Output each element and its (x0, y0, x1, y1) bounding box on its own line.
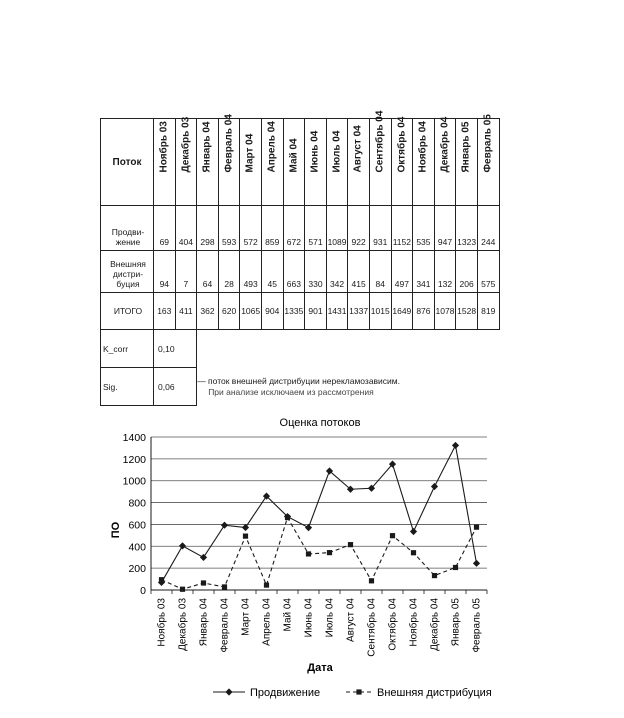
month-header-label: Декабрь 04 (439, 116, 451, 172)
data-point (305, 524, 312, 531)
x-tick-label: Июнь 04 (303, 598, 315, 638)
table-cell: 672 (283, 206, 305, 251)
data-point (474, 525, 479, 530)
table-cell: 819 (477, 293, 499, 330)
data-point (242, 524, 249, 531)
x-axis-label: Дата (307, 662, 333, 674)
month-header (413, 119, 435, 206)
month-header (175, 116, 197, 206)
y-tick-label: 400 (128, 541, 146, 554)
month-header (240, 119, 262, 206)
table-cell: 1078 (434, 293, 456, 330)
data-point (453, 565, 458, 570)
month-header-label: Ноябрь 03 (158, 120, 170, 172)
month-header-label: Февраль 05 (482, 113, 494, 172)
table-cell: 575 (477, 251, 499, 293)
table-cell: 571 (305, 206, 327, 251)
data-point (348, 542, 353, 547)
row-label-line: Внешняя (110, 259, 146, 269)
table-cell: 663 (283, 251, 305, 293)
data-point (222, 584, 227, 589)
table-cell: 922 (348, 206, 370, 251)
month-header-label: Сентябрь 04 (374, 110, 386, 172)
month-header-label: Декабрь 03 (180, 116, 192, 172)
kcorr-label: K_corr (101, 330, 154, 368)
table-cell: 901 (305, 293, 327, 330)
month-header (326, 119, 348, 206)
y-tick-label: 1200 (122, 453, 146, 466)
data-point (201, 580, 206, 585)
header-label: Поток (101, 119, 154, 206)
x-tick-label: Январь 04 (198, 598, 210, 647)
flow-table (100, 110, 500, 406)
month-header-label: Ноябрь 04 (417, 120, 429, 172)
table-cell: 1528 (456, 293, 478, 330)
legend-label: Продвижение (250, 687, 321, 699)
table-cell: 535 (413, 206, 435, 251)
table-cell: 362 (197, 293, 219, 330)
row-external-distribution (101, 251, 500, 293)
chart-series (158, 442, 480, 592)
month-header-label: Январь 05 (460, 121, 472, 172)
row-label-line: жение (115, 237, 141, 247)
table-cell: 876 (413, 293, 435, 330)
data-point (327, 550, 332, 555)
data-point (473, 560, 480, 567)
row-total (101, 293, 500, 330)
y-tick-label: 0 (140, 585, 146, 597)
x-tick-label: Март 04 (240, 598, 252, 636)
x-tick-label: Ноябрь 04 (408, 598, 420, 647)
table-cell: 1337 (348, 293, 370, 330)
row-label-total (101, 293, 154, 330)
sig-note (197, 368, 499, 406)
kcorr-empty (197, 330, 499, 368)
table-cell: 572 (240, 206, 262, 251)
data-point (243, 534, 248, 539)
x-tick-label: Февраль 05 (471, 598, 483, 653)
month-header (154, 119, 176, 206)
row-label-line: дистри- (112, 269, 144, 279)
series-line (162, 445, 477, 582)
data-point (221, 522, 228, 529)
month-header-label: Июль 04 (331, 130, 343, 172)
data-point (180, 587, 185, 592)
table-cell: 45 (261, 251, 283, 293)
month-header-label: Апрель 04 (266, 120, 278, 172)
x-tick-label: Апрель 04 (261, 598, 273, 646)
data-point (411, 550, 416, 555)
table-cell: 415 (348, 251, 370, 293)
month-header (477, 113, 499, 206)
month-header (197, 119, 219, 206)
legend-marker (356, 689, 361, 694)
x-tick-label: Ноябрь 03 (156, 598, 168, 647)
month-header-label: Июнь 04 (309, 130, 321, 172)
month-header (391, 116, 413, 206)
month-header (369, 110, 391, 206)
table-cell: 1089 (326, 206, 348, 251)
x-tick-labels (156, 598, 483, 657)
table-cell: 7 (175, 251, 197, 293)
row-kcorr (101, 330, 500, 368)
y-tick-label: 800 (128, 497, 146, 510)
table-cell: 493 (240, 251, 262, 293)
month-header (261, 119, 283, 206)
table-cell: 1649 (391, 293, 413, 330)
x-tick-label: Май 04 (282, 598, 294, 632)
table-cell: 497 (391, 251, 413, 293)
table-cell: 342 (326, 251, 348, 293)
table-cell: 244 (477, 206, 499, 251)
x-tick-label: Февраль 04 (219, 598, 231, 653)
table-cell: 64 (197, 251, 219, 293)
y-tick-label: 1400 (122, 432, 146, 444)
month-header (283, 119, 305, 206)
table-cell: 1015 (369, 293, 391, 330)
y-tick-label: 600 (128, 519, 146, 532)
kcorr-value: 0,10 (154, 330, 197, 368)
row-promotion (101, 206, 500, 251)
table-cell: 859 (261, 206, 283, 251)
row-label-line: Продви- (111, 227, 145, 237)
data-point (179, 542, 186, 549)
data-point (410, 528, 417, 535)
table-cell: 404 (175, 206, 197, 251)
x-tick-label: Сентябрь 04 (366, 598, 378, 657)
row-sig (101, 368, 500, 406)
y-tick-label: 200 (128, 563, 146, 576)
row-label-line: ИТОГО (113, 306, 143, 316)
table-cell: 341 (413, 251, 435, 293)
table-cell: 84 (369, 251, 391, 293)
month-header-label: Октябрь 04 (396, 116, 408, 172)
table-cell: 163 (154, 293, 176, 330)
data-point (431, 483, 438, 490)
data-point (264, 582, 269, 587)
row-label-line: буция (116, 279, 140, 289)
flow-chart (0, 410, 624, 718)
month-header-label: Август 04 (352, 124, 364, 172)
table-cell: 411 (175, 293, 197, 330)
month-header-label: Февраль 04 (223, 113, 235, 172)
table-cell: 931 (369, 206, 391, 251)
data-point (159, 577, 164, 582)
table-cell: 593 (218, 206, 240, 251)
row-label-promotion (101, 206, 154, 251)
data-point (306, 551, 311, 556)
table-cell: 620 (218, 293, 240, 330)
chart-axes (151, 437, 487, 594)
x-tick-label: Декабрь 04 (429, 598, 441, 651)
sig-value: 0,06 (154, 368, 197, 406)
table-cell: 1152 (391, 206, 413, 251)
table-cell: 1065 (240, 293, 262, 330)
month-header (434, 116, 456, 206)
table-cell: 132 (434, 251, 456, 293)
data-point (200, 554, 207, 561)
chart-grid (151, 437, 487, 568)
table-cell: 94 (154, 251, 176, 293)
month-header (218, 113, 240, 206)
table-cell: 298 (197, 206, 219, 251)
month-header (348, 119, 370, 206)
table-cell: 69 (154, 206, 176, 251)
data-point (285, 515, 290, 520)
chart-legend (213, 687, 492, 699)
row-label-external-distribution (101, 251, 154, 293)
x-tick-label: Октябрь 04 (387, 598, 399, 651)
sig-note-line2: При анализе исключаем из рассмотрения (208, 386, 374, 397)
table-cell: 1335 (283, 293, 305, 330)
table-cell: 206 (456, 251, 478, 293)
table-cell: 904 (261, 293, 283, 330)
table-cell: 1323 (456, 206, 478, 251)
month-header-label: Май 04 (288, 137, 300, 172)
chart-title: Оценка потоков (279, 417, 361, 429)
month-header-label: Март 04 (244, 133, 256, 172)
table-header-row (101, 119, 500, 206)
month-header (305, 119, 327, 206)
x-tick-label: Январь 05 (450, 598, 462, 647)
y-tick-labels (123, 432, 147, 597)
data-point (452, 442, 459, 449)
y-axis-label: ПО (110, 521, 122, 539)
legend-label: Внешняя дистрибуция (377, 687, 492, 699)
sig-label: Sig. (101, 368, 154, 406)
table-cell: 28 (218, 251, 240, 293)
data-point (369, 578, 374, 583)
x-tick-label: Август 04 (345, 598, 357, 642)
x-tick-label: Июль 04 (324, 598, 336, 638)
data-point (432, 573, 437, 578)
month-header-label: Январь 04 (201, 121, 213, 172)
sig-note-line1: — поток внешней дистрибуции нерекламозависим. (197, 375, 401, 386)
series-line (162, 518, 477, 590)
data-point (390, 533, 395, 538)
legend-marker (225, 688, 232, 695)
y-tick-label: 1000 (122, 475, 146, 488)
x-tick-label: Декабрь 03 (177, 598, 189, 651)
month-header (456, 119, 478, 206)
table-cell: 330 (305, 251, 327, 293)
table-cell: 1431 (326, 293, 348, 330)
table-cell: 947 (434, 206, 456, 251)
